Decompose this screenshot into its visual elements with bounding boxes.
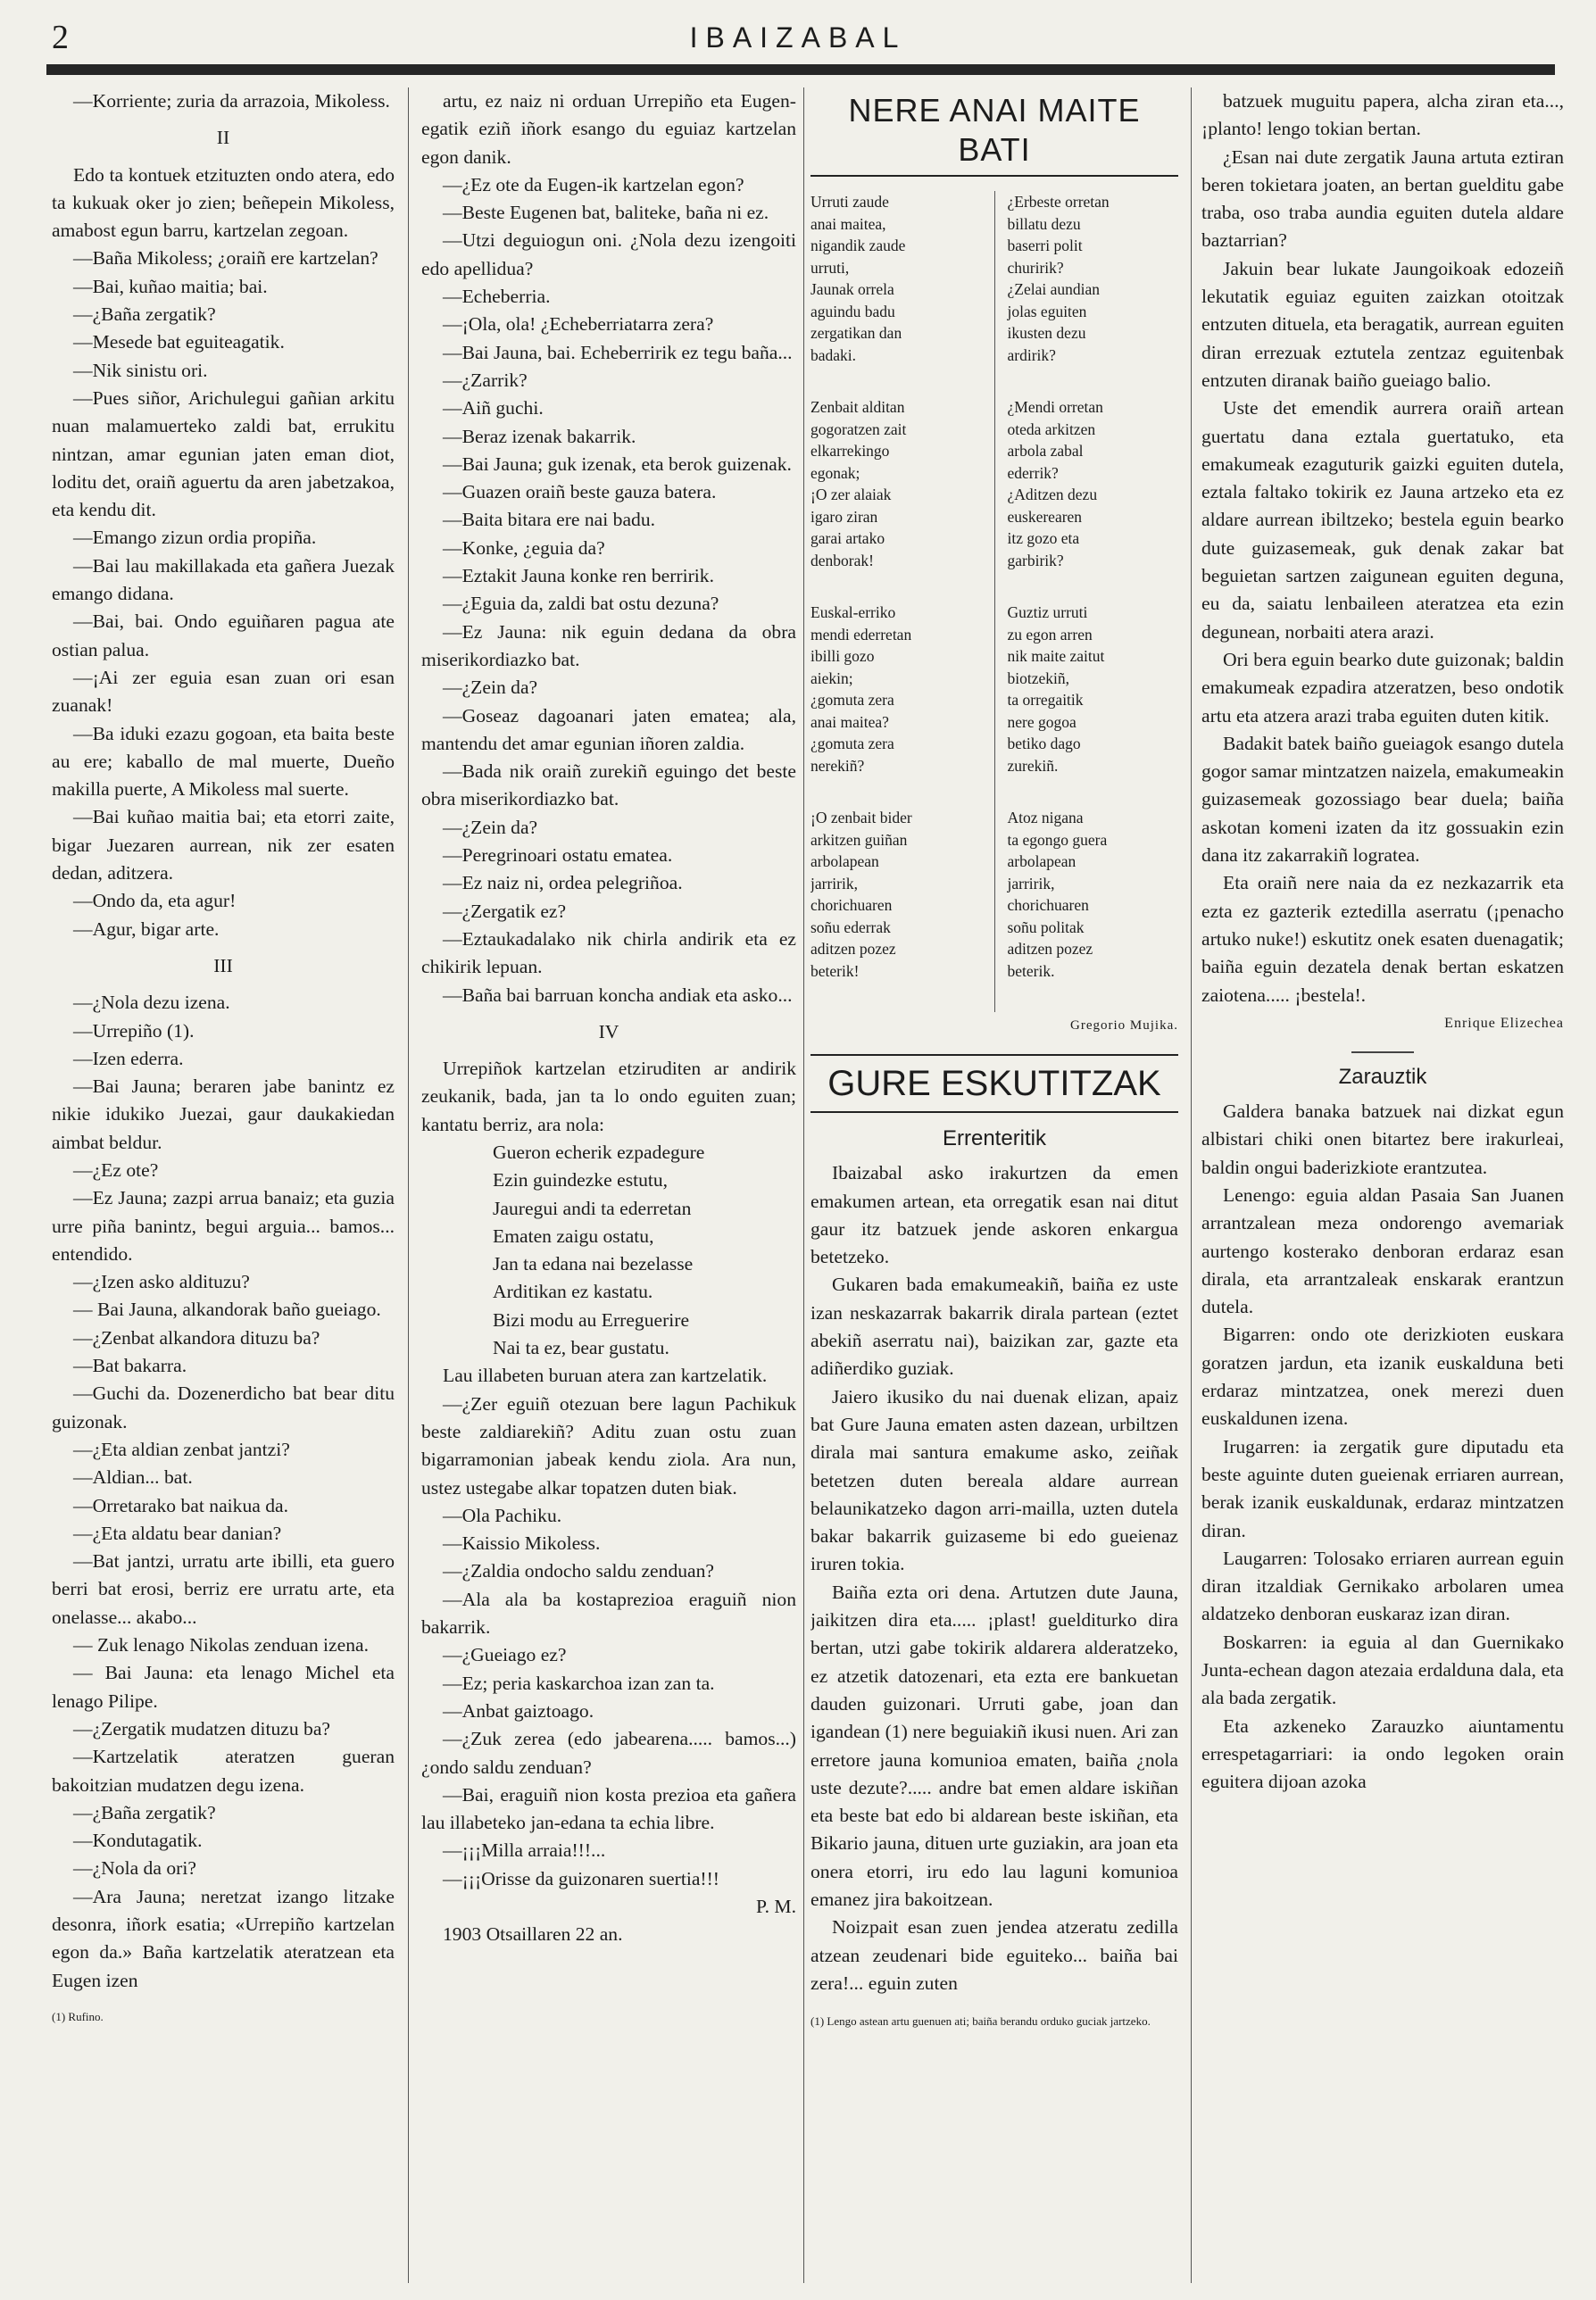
paragraph: —¿Eguia da, zaldi bat ostu dezuna?	[443, 593, 719, 615]
verse-line: arbolapean	[810, 852, 879, 870]
paragraph: — Bai Jauna, alkandorak baño gueiago.	[73, 1299, 381, 1321]
letter-signature: Enrique Elizechea	[1444, 1015, 1564, 1031]
verse-line: Euskal-erriko	[810, 603, 896, 621]
verse-line: gogoratzen zait	[810, 419, 907, 438]
poem-stanza	[1008, 807, 1179, 982]
verse-line: beterik.	[1007, 961, 1055, 980]
verse-line: anai maitea,	[810, 214, 886, 233]
verse-line: aiekin;	[810, 668, 853, 687]
verse-line: garai artako	[810, 529, 885, 547]
paragraph: —¡¡¡Milla arraia!!!...	[443, 1839, 606, 1862]
column-1-dialogue	[52, 87, 395, 2283]
paragraph: —Bai lau makillakada eta gañera Juezak emango didana.	[52, 554, 395, 605]
verse-line: elkarrekingo	[810, 442, 890, 460]
verse-line: oteda arkitzen	[1007, 419, 1096, 438]
paragraph: —Guchi da. Dozenerdicho bat bear ditu guizonak.	[52, 1382, 395, 1432]
verse-line: arbolapean	[1007, 852, 1076, 870]
paragraph: Edo ta kontuek etzituzten ondo atera, edo ta kukuak oker jo zien; beñepein Mikoless, amabost egun barru, kartzelan zegoan.	[52, 163, 395, 242]
paragraph: —Ez Jauna: nik eguin dedana da obra miserikordiazko bat.	[421, 620, 796, 670]
paragraph: —Ez Jauna; zazpi arrua banaiz; eta guzia urre piña banintz, begui arguia... bamos... entendido.	[52, 1187, 395, 1265]
paragraph: Eta oraiñ nere naia da ez nezkazarrik eta ezta ez gazterik eztedilla aserratu (¡penacho artuko nuke!) eskutitz onek esaten duenagatik; baiña eguin dezatela denak bertan eskatzen zaiotena..... ¡bestela!.	[1201, 872, 1564, 1006]
column-2-dialogue	[421, 87, 796, 2283]
paragraph: —Baña bai barruan koncha andiak eta asko...	[443, 984, 793, 1006]
verse-line: nerekiñ?	[810, 756, 865, 775]
verse-line: chorichuaren	[810, 896, 893, 914]
paragraph: —Eztakit Jauna konke ren berririk.	[443, 565, 714, 587]
poem-signature: Gregorio Mujika.	[1070, 1018, 1178, 1033]
paragraph: —Aiñ guchi.	[443, 397, 544, 419]
verse-line: billatu dezu	[1007, 214, 1081, 233]
paragraph: —Urrepiño (1).	[73, 1019, 195, 1042]
paragraph: —¿Zer eguiñ otezuan bere lagun Pachikuk beste zaldiarekiñ? Aditu zuan ostu zuan bigarramonian jabeak kendu ziola. Ara nun, ustez ustegabe alkar topatzen duten biak.	[421, 1392, 796, 1499]
verse-line: nere gogoa	[1007, 712, 1076, 731]
paragraph: artu, ez naiz ni orduan Urrepiño eta Eugen-egatik eziñ iñork esango du eguiaz kartzelan egon danik.	[421, 90, 796, 168]
verse-line: jarririk,	[1007, 874, 1055, 893]
verse-line: igaro ziran	[810, 507, 878, 526]
verse-line: aditzen pozez	[1007, 940, 1093, 958]
paragraph: —Kondutagatik.	[73, 1830, 203, 1852]
verse-line: Zenbait alditan	[810, 398, 905, 416]
poem-stanza	[810, 396, 982, 571]
paragraph: — Bai Jauna: eta lenago Michel eta lenago Pilipe.	[52, 1662, 395, 1712]
verse-line: nigandik zaude	[810, 237, 906, 254]
paragraph: —Bai Jauna; beraren jabe banintz ez nikie idukiko Juezai, gaur daukakiedan aimbat beldur.	[52, 1075, 395, 1153]
paragraph: Lenengo: eguia aldan Pasaia San Juanen arrantzalean meza ondorengo avemariak aurtengo kosterako denboran erdaraz esan dirala, eta arrantzaleak enskarak erantzun dutela.	[1201, 1183, 1564, 1318]
paragraph: Badakit batek baiño gueiagok esango dutela gogor samar mintzatzen naizela, emakumeakin guizasemeak gozossiago bear duela; baiña askotan komeni izaten da itz gossuakin ezin dana itz zakarrakiñ lograteа.	[1201, 732, 1564, 867]
paragraph: batzuek muguitu papera, alcha ziran eta..., ¡planto! lengo tokian bertan.	[1201, 90, 1564, 140]
paragraph: Urrepiñok kartzelan etziruditen ar andirik zeukanik, bada, jan ta lo ondo eguiten zuan; kantatu berriz, ara nola:	[421, 1058, 796, 1135]
paragraph: —¿Eta aldian zenbat jantzi?	[73, 1438, 290, 1460]
verse-line: ¿gomuta zera	[810, 735, 894, 752]
paragraph: —¡Ola, ola! ¿Echeberriatarra zera?	[443, 313, 714, 336]
letters-subtitle: Errenteritik	[942, 1126, 1047, 1151]
paragraph: —¿Ez ote da Eugen-ik kartzelan egon?	[443, 173, 744, 195]
verse-line: mendi ederretan	[810, 625, 912, 644]
verse-line: ¿Erbeste orretan	[1007, 193, 1110, 211]
paragraph: —Baña Mikoless; ¿oraiñ ere kartzelan?	[73, 247, 378, 270]
verse-line: soñu politak	[1007, 918, 1085, 936]
verse-line: Ezin guindezke estutu,	[493, 1169, 669, 1192]
paragraph: Bigarren: ondo ote derizkioten euskara goratzen jardun, eta izanik euskalduna beti erdaraz mintzatzea, onek merezi duen euskaldunen izena.	[1201, 1324, 1564, 1430]
verse-line: Nai ta ez, bear gustatu.	[493, 1337, 669, 1359]
paragraph: —Agur, bigar arte.	[73, 918, 220, 940]
header-rule	[46, 64, 1555, 75]
verse-line: ¿gomuta zera	[810, 691, 894, 709]
paragraph: —Izen ederra.	[73, 1047, 184, 1069]
paragraph: —Ez naiz ni, ordea pelegriñoa.	[443, 872, 683, 894]
paragraph: —Bai Jauna; guk izenak, eta berok guizenak.	[443, 453, 792, 475]
verse-line: Arditikan ez kastatu.	[493, 1281, 653, 1303]
paragraph: 1903 Otsaillaren 22 an.	[443, 1923, 623, 1946]
paragraph: Eta azkeneko Zarauzko aiuntamentu errespetagarriari: ia ondo legoken orain eguitera dijoan azoka	[1201, 1715, 1564, 1793]
verse-line: arkitzen guiñan	[810, 830, 908, 849]
verse-line: beterik!	[810, 961, 860, 980]
paragraph: —Eztaukadalako nik chirla andirik eta ez chikirik lepuan.	[421, 927, 796, 978]
verse-line: ¡O zer alaiak	[810, 486, 892, 503]
poem-stanza	[1008, 396, 1179, 571]
paragraph: —Ez; peria kaskarchoa izan zan ta.	[443, 1672, 715, 1694]
paragraph: —Pues siñor, Arichulegui gañian arkitu nuan malamuerteko zaldi bat, errukitu nintzan, amar egunian jaten eman diot, loditu det, oraiñ aguertu da aren jabetzakoa, eta kendu dit.	[52, 386, 395, 521]
paragraph: —Ola Pachiku.	[443, 1504, 562, 1526]
paragraph: —Ondo da, eta agur!	[73, 890, 237, 912]
paragraph: —Bai, kuñao maitia; bai.	[73, 275, 268, 297]
verse-line: aditzen pozez	[810, 940, 896, 958]
paragraph: —Ba iduki ezazu gogoan, eta baita beste au ere; kaballo de mal muerte, Dueño makilla puerte, A Mikoless mal suerte.	[52, 722, 395, 801]
paragraph: —¿Eta aldatu bear danian?	[73, 1522, 282, 1544]
verse-line: euskerearen	[1007, 507, 1083, 526]
paragraph: —¿Zenbat alkandora dituzu ba?	[73, 1326, 320, 1349]
paragraph: —Bai, eraguiñ nion kosta prezioa eta gañera lau illabeteko jan-edana ta echia libre.	[421, 1783, 796, 1834]
verse-line: nik maite zaitut	[1007, 647, 1105, 665]
signature: P. M.	[755, 1896, 796, 1917]
poem-stanza	[810, 807, 982, 982]
paragraph: —¿Izen asko aldituzu?	[73, 1271, 250, 1293]
verse-line: zergatikan dan	[810, 324, 902, 342]
verse-line: soñu ederrak	[810, 918, 891, 936]
paragraph: —¿Zaldia ondocho saldu zenduan?	[443, 1560, 714, 1582]
letters-title: GURE ESKUTITZAK	[810, 1054, 1178, 1113]
verse-line: garbirik?	[1007, 551, 1064, 569]
paragraph: —Emango zizun ordia propiña.	[73, 527, 317, 549]
paragraph: —¿Baña zergatik?	[73, 303, 216, 326]
paragraph: Ori bera eguin bearko dute guizonak; baldin emakumeak ezpadira atzeratzen, beso ondotik artu eta atzera arazi traba eguiten duten kitik.	[1201, 648, 1564, 727]
paragraph: Jaiero ikusiko du nai duenak elizan, apaiz bat Gure Jauna ematen asten dazean, urbiltzen dirala mai santura emakume asko, zeiñak betetzen duten bereala aldare aurrean belaunikatzeko dagon arri-mailla, uzten dutela bakar bakarrik guizaseme bi edo gueienaz iruren tokia.	[810, 1385, 1178, 1575]
verse-line: Jauregui andi ta ederretan	[493, 1197, 692, 1219]
verse-line: ¿Aditzen dezu	[1007, 486, 1098, 503]
verse-line: ta egongo guera	[1007, 830, 1108, 849]
section-numeral: II	[216, 127, 230, 149]
paragraph: Noizpait esan zuen jendea atzeratu zedilla atzean zeudenari bide eguiteko... baiña bai zera!... eguin zuten	[810, 1916, 1178, 1994]
verse-line: ederrik?	[1007, 463, 1059, 482]
paragraph: —Bada nik oraiñ zurekiñ eguingo det beste obra miserikordiazko bat.	[421, 760, 796, 810]
paragraph: —¿Zergatik mudatzen dituzu ba?	[73, 1717, 331, 1740]
paragraph: —Bat bakarra.	[73, 1355, 187, 1377]
paragraph: —Baita bitara ere nai badu.	[443, 509, 656, 531]
paragraph: —Orretarako bat naikua da.	[73, 1494, 289, 1516]
verse-line: anai maitea?	[810, 712, 889, 731]
verse-line: Urruti zaude	[810, 193, 889, 211]
verse-line: zu egon arren	[1007, 625, 1093, 644]
paragraph: —¿Gueiago ez?	[443, 1644, 567, 1666]
verse-line: ¿Zelai aundian	[1007, 280, 1100, 298]
paragraph: —¿Ez ote?	[73, 1158, 159, 1181]
paragraph: —Bat jantzi, urratu arte ibilli, eta guero berri bat erosi, berriz ere urratu arte, eta onelasse... akabo...	[52, 1550, 395, 1628]
poem-divider	[994, 191, 995, 1012]
poem-right-column	[1008, 191, 1179, 1012]
paragraph: —Aldian... bat.	[73, 1466, 193, 1489]
verse-line: egonak;	[810, 463, 860, 482]
paragraph: —Echeberria.	[443, 286, 551, 308]
poem-stanza	[1008, 191, 1179, 366]
footnote: (1) Lengo astean artu guenuen ati; baiña berandu orduko guciak jartzeko.	[810, 2014, 1151, 2029]
column-4	[1201, 87, 1564, 2283]
paragraph: —Beste Eugenen bat, baliteke, baña ni ez.	[443, 202, 769, 224]
zarauztik-subtitle: Zarauztik	[1338, 1065, 1427, 1090]
verse-line: betiko dago	[1007, 735, 1081, 752]
verse-line: ikusten dezu	[1007, 324, 1086, 342]
verse-line: Jan ta edana nai bezelasse	[493, 1253, 694, 1275]
paragraph: —Guazen oraiñ beste gauza batera.	[443, 481, 717, 503]
paragraph: — Zuk lenago Nikolas zenduan izena.	[73, 1634, 369, 1656]
paragraph: —Utzi deguiogun oni. ¿Nola dezu izengoiti edo apellidua?	[421, 229, 796, 279]
poem-title: NERE ANAI MAITE BATI	[810, 87, 1178, 177]
paragraph: Ibaizabal asko irakurtzen da emen emakumen artean, eta orregatik esan nai ditut gaur itz batzuek jende askoren enkargua betetzeko.	[810, 1162, 1178, 1268]
paragraph: Lau illabeten buruan atera zan kartzelatik.	[443, 1365, 768, 1387]
paragraph: —Kaissio Mikoless.	[443, 1532, 601, 1555]
verse-line: Gueron echerik ezpadegure	[493, 1141, 705, 1163]
paragraph: Uste det emendik aurrera oraiñ artean guertatu dana eztala guertatuko, eta emakumeak ezaguturik gaizki eguiten dutela, eztala faltako tokirik ez Jauna artzeko eta ez aldare aurrean ibiltzeko; bestela eguin bearko dute guizasemeak, guk denak zakar bat beguietan sartzen zaigunean eguiten deguna, eu da, saiatu lenbaileen ateratzea eta ezin degunean, norbaiti atera arazi.	[1201, 397, 1564, 643]
paragraph: —¿Zergatik ez?	[443, 900, 567, 922]
verse-line: chorichuaren	[1007, 896, 1089, 914]
verse-line: aguindu badu	[810, 302, 895, 320]
paragraph: —¿Nola da ori?	[73, 1857, 196, 1880]
poem-stanza	[1008, 602, 1179, 776]
paragraph: Gukaren bada emakumeakiñ, baiña ez uste izan neskazarrak bakarrik dirala partean (eztet abekiñ aserratu nai), baizikan zar, gazte eta adiñerdiko guziak.	[810, 1274, 1178, 1380]
paragraph: —Ala ala ba kostaprezioa eraguiñ nion bakarrik.	[421, 1588, 796, 1639]
paragraph: —¡¡¡Orisse da guizonaren suertia!!!	[443, 1867, 719, 1889]
paragraph: —¿Zuk zerea (edo jabearena..... bamos...) ¿ondo saldu zenduan?	[421, 1728, 796, 1778]
paragraph: Boskarren: ia eguia al dan Guernikako Junta-echean dagon atezaia erdalduna dala, eta ala bada zergatik.	[1201, 1631, 1564, 1709]
verse-line: denborak!	[810, 551, 874, 569]
publication-title: IBAIZABAL	[689, 21, 907, 54]
poem-stanza	[810, 191, 982, 366]
paragraph: —Korriente; zuria da arrazoia, Mikoless.	[73, 90, 390, 112]
paragraph: —Mesede bat eguiteagatik.	[73, 331, 285, 353]
verse-line: churirik?	[1007, 258, 1064, 277]
paragraph: Jakuin bear lukate Jaungoikoak edozeiñ lekutatik eguiaz eguiten zaizkan otoitzak entzuten dituela, eta beragatik, aurrean eguiten diran errezuak eztutela zentzaz eguitenbak entzuten diranak baiño gueiago balio.	[1201, 257, 1564, 391]
verse-line: ardirik?	[1007, 345, 1056, 364]
paragraph: —¡Ai zer eguia esan zuan ori esan zuanak!	[52, 666, 395, 717]
poem-left-column	[810, 191, 982, 1012]
verse-line: Ematen zaigu ostatu,	[493, 1225, 654, 1247]
verse-line: jolas eguiten	[1007, 302, 1087, 320]
paragraph: —¿Nola dezu izena.	[73, 992, 230, 1014]
column-separator	[408, 87, 409, 2283]
verse-line: baserri polit	[1007, 237, 1083, 254]
verse-line: biotzekiñ,	[1007, 668, 1069, 687]
column-4-body	[1201, 87, 1564, 1009]
verse-line: badaki.	[810, 345, 857, 364]
poem-stanza	[810, 602, 982, 776]
paragraph: —¿Zein da?	[443, 816, 538, 838]
zarauztik-body	[1201, 1098, 1564, 1796]
verse-line: Bizi modu au Erreguerire	[493, 1308, 690, 1331]
verse-line: ¡O zenbait bider	[810, 809, 912, 826]
verse-line: arbola zabal	[1007, 442, 1084, 460]
paragraph: —Goseaz dagoanari jaten ematea; ala, mantendu det amar egunian iñoren zaldia.	[421, 704, 796, 754]
paragraph: —Peregrinoari ostatu ematea.	[443, 844, 673, 867]
paragraph: Irugarren: ia zergatik gure diputadu eta beste aguinte duten gueienak erriaren aurrean, berak izanik euskaldunak, erdaraz mintzatzen diran.	[1201, 1435, 1564, 1541]
verse-line: ibilli gozo	[810, 647, 875, 665]
footnote: (1) Rufino.	[52, 2009, 104, 2023]
verse-line: Guztiz urruti	[1007, 603, 1088, 621]
paragraph: Galdera banaka batzuek nai dizkat egun albistari chiki onen bitartez bere irakurleai, baldin ongui baderizkiote erantzutea.	[1201, 1100, 1564, 1178]
paragraph: —Bai, bai. Ondo eguiñaren pagua ate ostian palua.	[52, 610, 395, 660]
column-3	[810, 87, 1178, 2283]
paragraph: —Ara Jauna; neretzat izango litzake desonra, iñork esatia; «Urrepiño kartzelan egon da.» Baña kartzelatik ateratzean eta Eugen izen	[52, 1885, 395, 1991]
paragraph: —Bai kuñao maitia bai; eta etorri zaite, bigar Juezaren aurrean, nik zer esaten dedan, aditzera.	[52, 806, 395, 884]
paragraph: —Kartzelatik ateratzen gueran bakoitzian mudatzen degu izena.	[52, 1746, 395, 1796]
letters-body	[810, 1159, 1178, 1997]
paragraph: —¿Zein da?	[443, 677, 538, 699]
column-separator	[803, 87, 804, 2283]
paragraph: Laugarren: Tolosako erriaren aurrean eguin diran itzaldiak Gernikako arbolaren umea aldatzeko denboran euskaraz izan diran.	[1201, 1547, 1564, 1625]
verse-line: zurekiñ.	[1007, 756, 1059, 775]
paragraph: —Nik sinistu ori.	[73, 359, 208, 381]
section-numeral: III	[213, 954, 233, 976]
verse-line: ¿Mendi orretan	[1007, 398, 1103, 416]
paragraph: ¿Esan nai dute zergatik Jauna artuta eztiran beren tokietara joaten, an bertan guelditu gabe traba, oso traba aundia eguiten dutela aldare baztarrian?	[1201, 145, 1564, 252]
verse-line: ta orregaitik	[1007, 691, 1084, 709]
paragraph: —Bai Jauna, bai. Echeberririk ez tegu baña...	[443, 341, 793, 363]
section-numeral: IV	[598, 1020, 619, 1042]
paragraph: —Beraz izenak bakarrik.	[443, 425, 636, 447]
column-separator	[1191, 87, 1192, 2283]
paragraph: —Konke, ¿eguia da?	[443, 536, 605, 559]
page-number: 2	[52, 19, 69, 56]
verse-line: Jaunak orrela	[810, 280, 894, 298]
verse-line: Atoz nigana	[1007, 809, 1084, 826]
verse-line: urruti,	[810, 258, 850, 277]
section-rule	[1351, 1051, 1414, 1053]
poem-body	[810, 191, 1178, 1012]
verse-line: itz gozo eta	[1007, 529, 1080, 547]
paragraph: —Anbat gaiztoago.	[443, 1699, 594, 1722]
verse-line: jarririk,	[810, 874, 858, 893]
paragraph: —¿Baña zergatik?	[73, 1801, 216, 1823]
paragraph: —¿Zarrik?	[443, 369, 528, 391]
paragraph: Baiña ezta ori dena. Artutzen dute Jauna, jaikitzen dira eta..... ¡plast! guelditurko dira bertan, utzi gabe tokirik aldarera alderatzeko, ez atzetik datozenari, eta ezta ere bankuetan dauden guizonari. Urruti gabe, joan dan igandean (1) nere beguiakiñ ikusi nuen. Ari zan erretore jauna komunioa ematen, baiña ¿nola uste dezute?..... andre bat emen aldare iskiñan eta beste bat edo bi aldarean beste iskiñan, eta Bikario jauna, dituen urte guziakin, ara joan eta onera etorri, iru edo lau laguni komunioa emanez jira bakoitzean.	[810, 1581, 1178, 1911]
